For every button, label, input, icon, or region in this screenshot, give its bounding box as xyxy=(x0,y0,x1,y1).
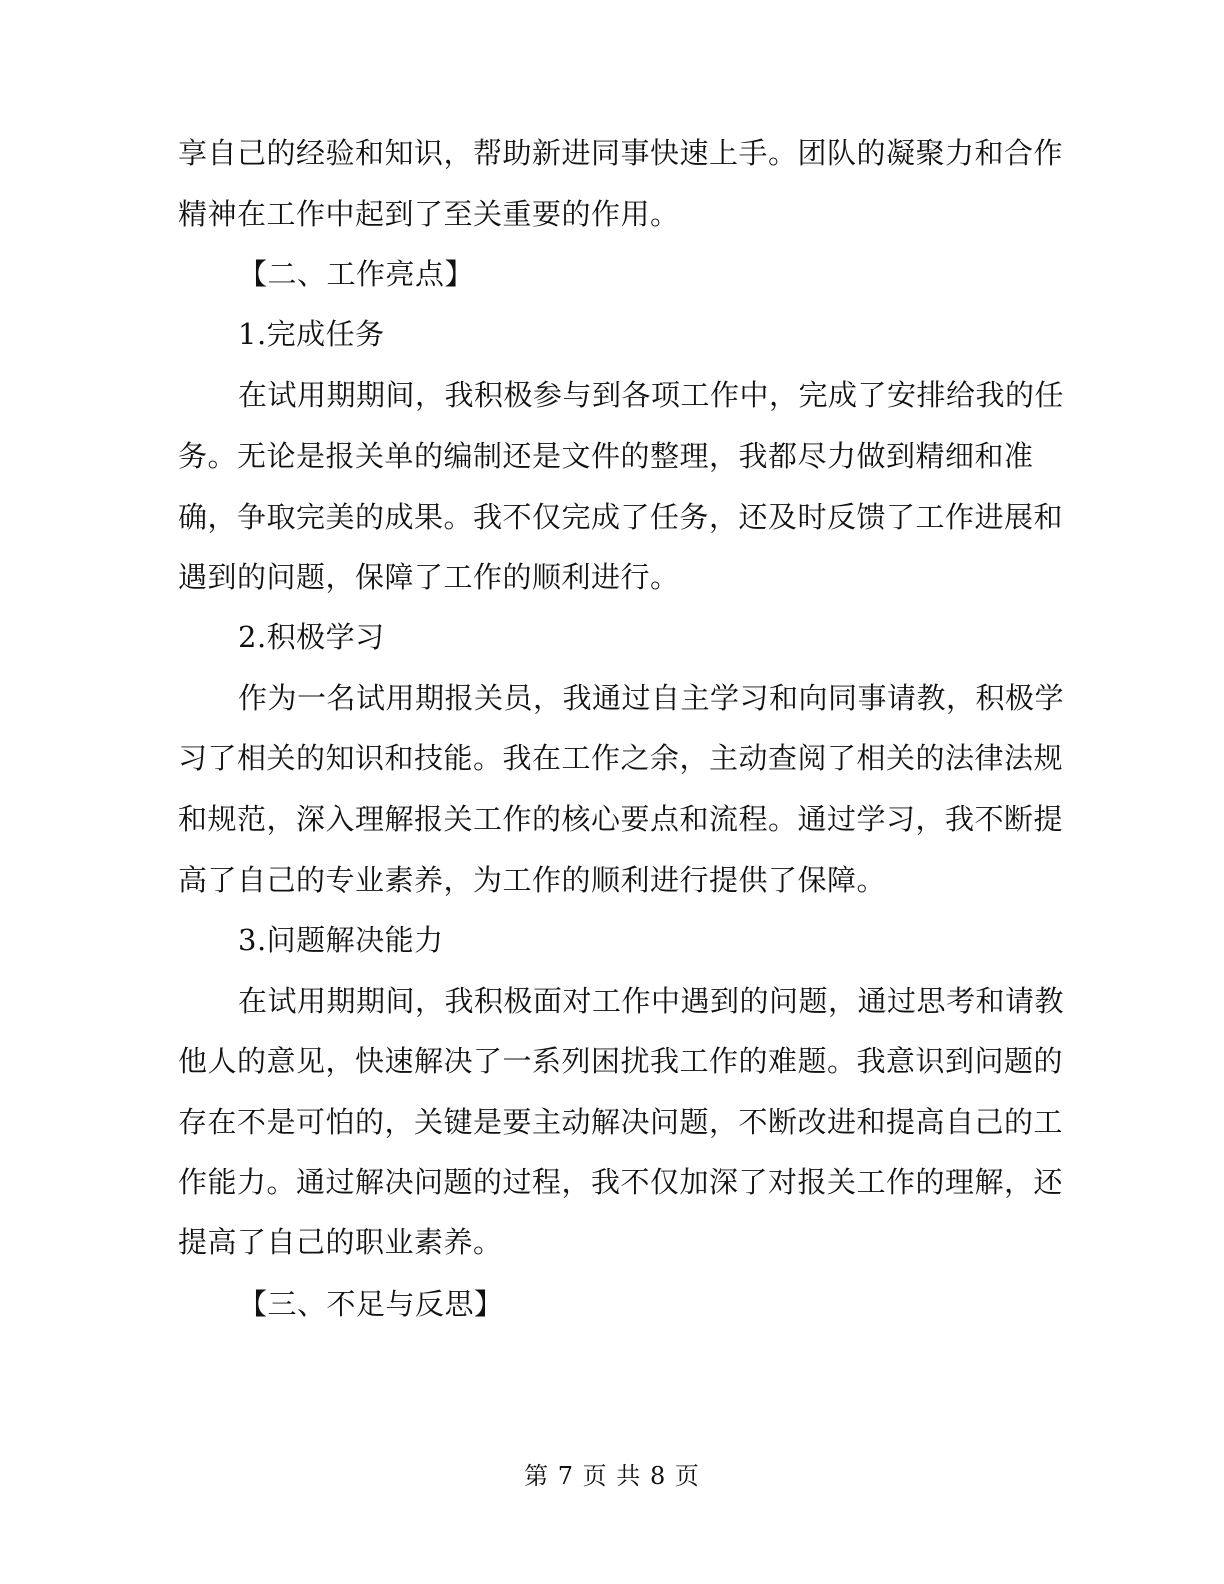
body-text-line: 作能力。通过解决问题的过程，我不仅加深了对报关工作的理解，还 xyxy=(178,1165,1064,1199)
body-text-line: 确，争取完美的成果。我不仅完成了任务，还及时反馈了工作进展和 xyxy=(178,500,1064,534)
body-text-line: 存在不是可怕的，关键是要主动解决问题，不断改进和提高自己的工 xyxy=(178,1105,1064,1139)
body-text-line: 习了相关的知识和技能。我在工作之余，主动查阅了相关的法律法规 xyxy=(178,741,1064,775)
body-text-line: 遇到的问题，保障了工作的顺利进行。 xyxy=(178,560,680,594)
section-heading: 【二、工作亮点】 xyxy=(238,257,475,291)
body-text-line: 作为一名试用期报关员，我通过自主学习和向同事请教，积极学 xyxy=(238,681,1065,715)
body-text-line: 高了自己的专业素养，为工作的顺利进行提供了保障。 xyxy=(178,863,887,897)
body-text-line: 务。无论是报关单的编制还是文件的整理，我都尽力做到精细和准 xyxy=(178,439,1034,473)
body-text-line: 享自己的经验和知识，帮助新进同事快速上手。团队的凝聚力和合作 xyxy=(178,136,1064,170)
subsection-heading: 2.积极学习 xyxy=(238,620,385,654)
body-text-line: 在试用期期间，我积极面对工作中遇到的问题，通过思考和请教 xyxy=(238,984,1065,1018)
body-text-line: 在试用期期间，我积极参与到各项工作中，完成了安排给我的任 xyxy=(238,378,1065,412)
subsection-heading: 3.问题解决能力 xyxy=(238,923,444,957)
body-text-line: 他人的意见，快速解决了一系列困扰我工作的难题。我意识到问题的 xyxy=(178,1044,1064,1078)
page-number-footer: 第 7 页 共 8 页 xyxy=(524,1462,700,1490)
section-heading: 【三、不足与反思】 xyxy=(238,1287,504,1321)
subsection-heading: 1.完成任务 xyxy=(238,317,385,351)
body-text-line: 提高了自己的职业素养。 xyxy=(178,1225,503,1259)
body-text-line: 和规范，深入理解报关工作的核心要点和流程。通过学习，我不断提 xyxy=(178,802,1064,836)
body-text-line: 精神在工作中起到了至关重要的作用。 xyxy=(178,197,680,231)
